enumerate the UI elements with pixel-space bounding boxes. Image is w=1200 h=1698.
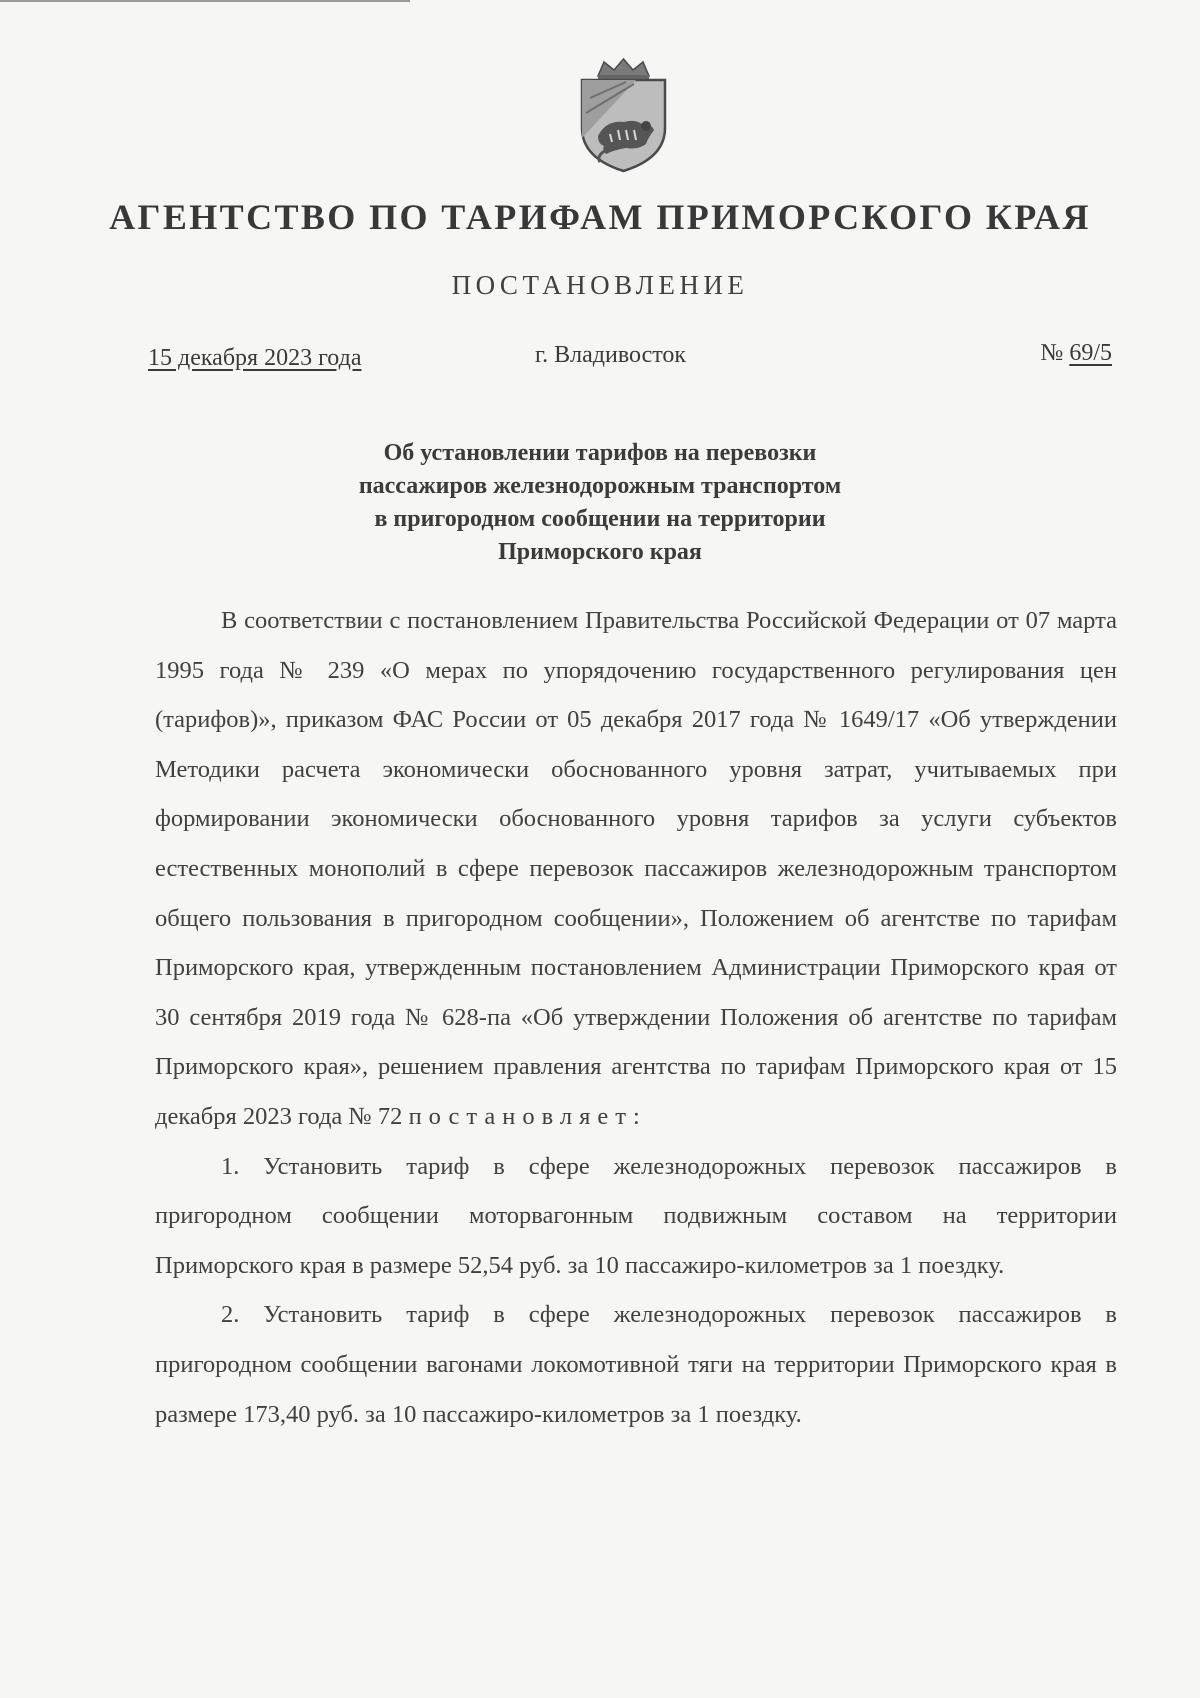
resolves-word: постановляет:: [408, 1102, 647, 1130]
agency-title: АГЕНТСТВО ПО ТАРИФАМ ПРИМОРСКОГО КРАЯ: [109, 197, 1091, 237]
subject-line: Об установлении тарифов на перевозки: [383, 440, 817, 466]
document-number: [1040, 340, 1112, 367]
subject-line: Приморского края: [498, 539, 702, 565]
document-date: 15 декабря 2023 года: [148, 345, 362, 371]
resolution-item: 1. Установить тариф в сфере железнодорожных перевозок пассажиров в пригородном сообщении моторвагонным подвижным составом на территории Приморского края в размере 52,54 руб. за 10 пассажиро-километров за 1 поездку.: [155, 1152, 1117, 1279]
document-number-prefix: №: [1040, 340, 1064, 366]
document-city: г. Владивосток: [535, 342, 687, 368]
subject-line: в пригородном сообщении на территории: [374, 506, 826, 532]
document-number-value: 69/5: [1069, 340, 1112, 366]
document-body: [155, 596, 1117, 1439]
preamble-paragraph: [155, 596, 1117, 1142]
document-subject: [0, 437, 1200, 569]
subject-line: пассажиров железнодорожным транспортом: [358, 473, 842, 499]
resolution-item: 2. Установить тариф в сфере железнодорожных перевозок пассажиров в пригородном сообщении вагонами локомотивной тяги на территории Приморского края в размере 173,40 руб. за 10 пассажиро-километров за 1 поездку.: [155, 1301, 1117, 1428]
coat-of-arms-icon: [576, 58, 671, 173]
scan-edge-line: [0, 0, 410, 2]
document-type: ПОСТАНОВЛЕНИЕ: [451, 270, 749, 300]
preamble-text: В соответствии с постановлением Правительства Российской Федерации от 07 марта 1995 года № 239 «О мерах по упорядочению государственного регулирования цен (тарифов)», приказом ФАС России от 05 декабря 2017 года № 1649/17 «Об утверждении Методики расчета экономически обоснованного уровня затрат, учитываемых при формировании экономически обоснованного уровня тарифов за услуги субъектов естественных монополий в сфере перевозок пассажиров железнодорожным транспортом общего пользования в пригородном сообщении», Положением об агентстве по тарифам Приморского края, утвержденным постановлением Администрации Приморского края от 30 сентября 2019 года № 628-па «Об утверждении Положения об агентстве по тарифам Приморского края», решением правления агентства по тарифам Приморского края от 15 декабря 2023 года № 72: [155, 607, 1117, 1130]
